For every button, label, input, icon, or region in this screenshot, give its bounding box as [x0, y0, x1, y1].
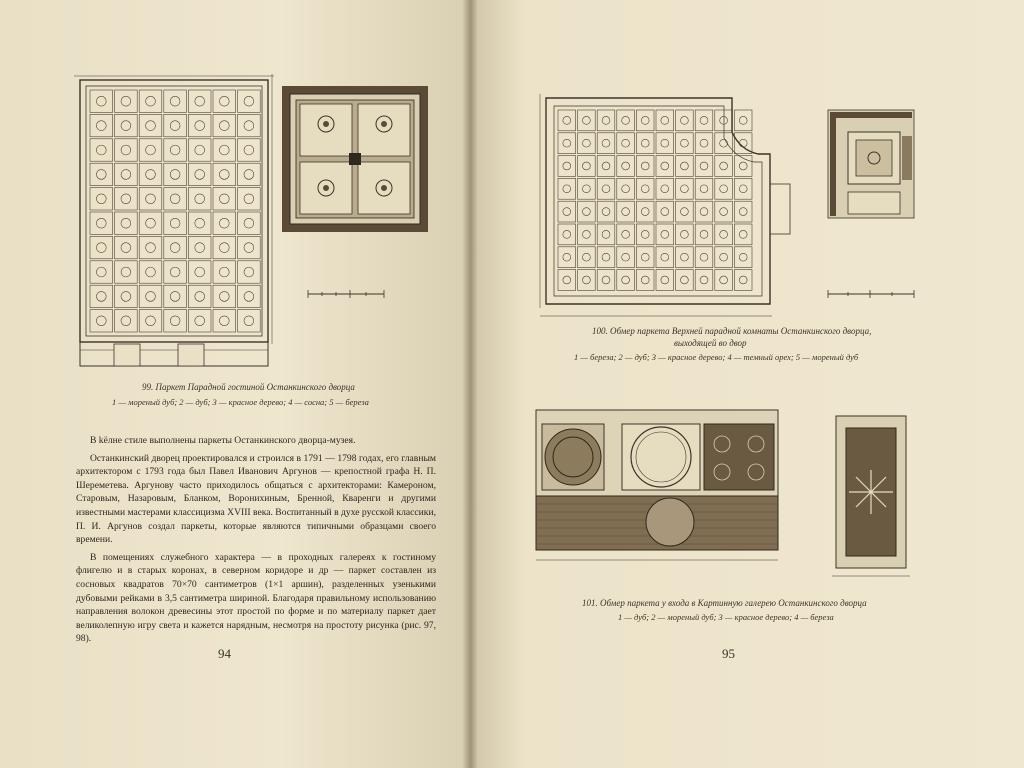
fig99-scale-bar: [306, 286, 386, 300]
page-number-right: 95: [722, 646, 735, 661]
fig101-detail: [828, 404, 918, 584]
right-page: [470, 0, 1024, 768]
fig100-detail: [826, 106, 916, 222]
body-text: [76, 434, 436, 650]
fig101-legend: 1 — дуб; 2 — мореный дуб; 3 — красное дерево; 4 — береза: [618, 612, 834, 622]
left-page: [0, 0, 470, 768]
fig100-parquet-plan: [536, 84, 836, 324]
fig101-caption: 101. Обмер паркета у входа в Картинную галерею Останкинского дворца: [582, 598, 867, 608]
fig99-parquet-plan: [74, 74, 274, 374]
page-number-left: 94: [218, 646, 231, 661]
fig101-parquet-strip: [532, 404, 782, 570]
fig99-legend: 1 — мореный дуб; 2 — дуб; 3 — красное дерево; 4 — сосна; 5 — береза: [112, 397, 369, 407]
fig100-legend: 1 — береза; 2 — дуб; 3 — красное дерево; 4 — темный орех; 5 — мореный дуб: [574, 352, 859, 362]
paragraph-3: В помещениях служебного характера — в проходных галереях к гостиному флигелю и в старых коронах, в северном коридоре и др — паркет составлен из сосновых квадратов 70×70 сантиметров (1×1 аршин), разделенных узенькими дубовыми рейками в 3,5 сантиметра шириной. Благодаря правильному использованию направления волокон древесины этот простой по форме и по материалу паркет дает великолепную игру света и кажется нарядным, несмотря на простоту рисунка (рис. 97, 98).: [76, 551, 436, 645]
fig100-caption-line2: выходящей во двор: [674, 338, 747, 348]
fig99-caption: 99. Паркет Парадной гостиной Останкинского дворца: [142, 382, 355, 392]
fig99-detail-square: [280, 84, 430, 234]
paragraph-2: Останкинский дворец проектировался и строился в 1791 — 1798 годах, его главным архитектором с 1793 года был Павел Иванович Аргунов — крепостной графа Н. П. Шереметева. Аргунову часто приходилось общаться с архитекторами: Камероном, Старовым, Назаровым, Бланком, Воронихиным, Бренной, Кваренги и другими известными мастерами классицизма XVIII века. Воспитанный в духе русской классики, П. И. Аргунов создал паркеты, которые являются типичными образцами своего времени.: [76, 452, 436, 546]
book-gutter: [462, 0, 478, 768]
paragraph-1: В këлне стиле выполнены паркеты Останкинского дворца-музея.: [90, 435, 356, 446]
fig100-caption-line1: 100. Обмер паркета Верхней парадной комнаты Останкинского дворца,: [592, 326, 872, 336]
fig100-scale-bar: [826, 286, 916, 300]
